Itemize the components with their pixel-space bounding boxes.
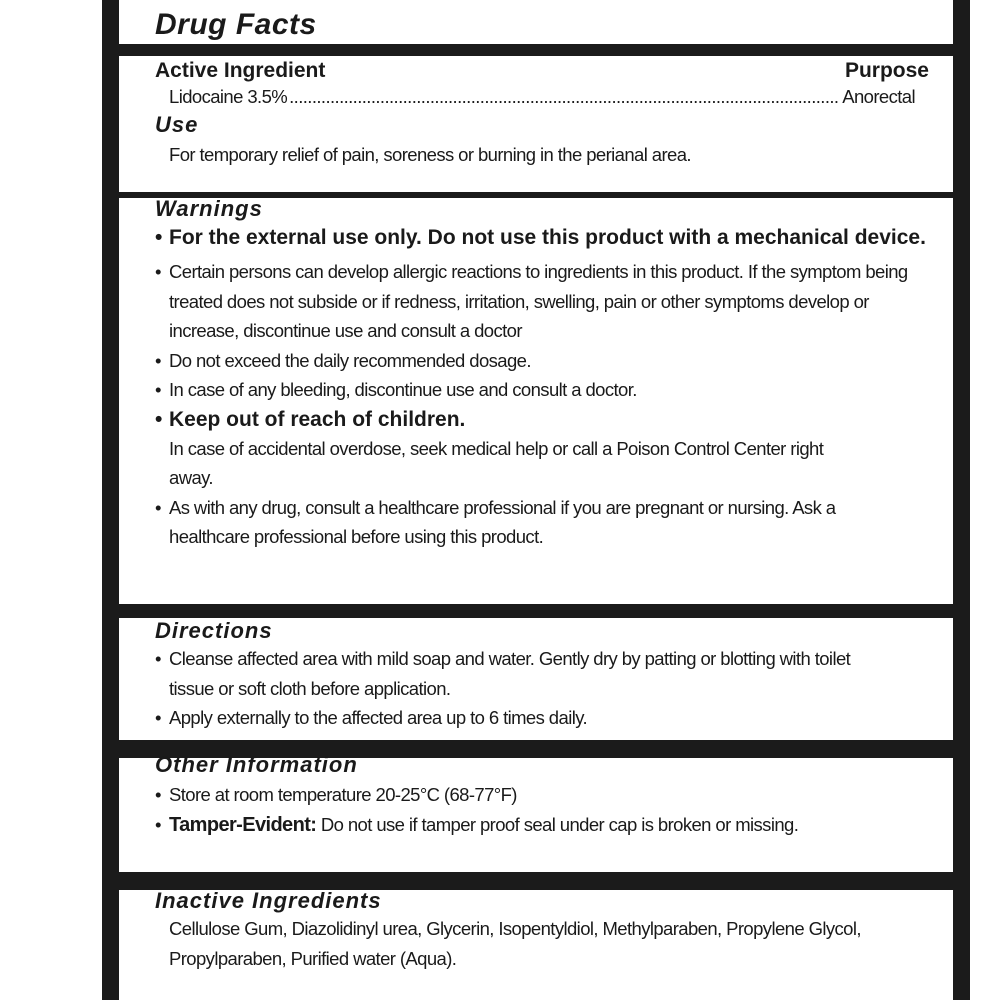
warning-item [155,257,939,346]
warning-item [155,375,939,405]
inactive-text: Cellulose Gum, Diazolidinyl urea, Glycerin, Isopentyldiol, Methylparaben, Propylene Glycol, Propylparaben, Purified water (Aqua). [169,918,861,969]
warning-allergy-text: Certain persons can develop allergic reactions to ingredients in this product. If the symptom being treated does not subside or if redness, irritation, swelling, pain or other symptoms develop or increase, discontinue use and consult a doctor [169,261,908,341]
leader-dots [289,84,840,110]
inactive-panel [119,890,953,1000]
purpose-heading: Purpose [844,59,929,82]
direction-cleanse-text: Cleanse affected area with mild soap and water. Gently dry by patting or blotting with toilet tissue or soft cloth before application. [169,648,851,699]
active-ingredient-heading: Active Ingredient [155,59,326,82]
storage-item [155,780,939,810]
directions-heading: Directions [155,618,273,643]
active-use-panel [119,56,953,192]
other-info-panel [119,752,953,872]
use-text: For temporary relief of pain, soreness or burning in the perianal area. [169,144,691,165]
title-panel [119,0,953,44]
keep-out-text: Keep out of reach of children. [169,407,466,431]
warning-item [155,346,939,376]
other-info-heading: Other Information [155,752,358,777]
direction-item [155,703,939,733]
warning-pregnant-text: As with any drug, consult a healthcare professional if you are pregnant or nursing. Ask a healthcare professional before using this product. [169,496,836,547]
warning-external-use [155,223,939,252]
storage-text: Store at room temperature 20-25°C (68-77°F) [169,784,517,805]
active-ingredient-name: Lidocaine 3.5% [169,86,288,107]
warnings-heading: Warnings [155,196,263,221]
overdose-text: In case of accidental overdose, seek medical help or call a Poison Control Center right away. [169,437,824,488]
warning-bleeding-text: In case of any bleeding, discontinue use and consult a doctor. [169,379,637,400]
warning-keep-out [155,405,939,434]
tamper-label: Tamper-Evident: [169,813,317,836]
tamper-item [155,810,939,840]
tamper-text: Do not use if tamper proof seal under cap is broken or missing. [320,813,799,835]
inactive-heading: Inactive Ingredients [155,888,382,913]
page-title: Drug Facts [155,8,317,41]
directions-panel [119,618,953,740]
active-header-row [155,58,939,84]
warnings-panel [119,198,953,604]
warning-item [155,493,939,552]
direction-apply-text: Apply externally to the affected area up to 6 times daily. [169,707,588,728]
active-ingredient-purpose: Anorectal [842,86,915,107]
use-heading: Use [155,112,199,137]
warning-external-text: For the external use only. Do not use this product with a mechanical device. [169,226,926,249]
drug-facts-label [102,0,970,1000]
active-ingredient-row [155,84,939,110]
warning-dosage-text: Do not exceed the daily recommended dosage. [169,349,531,371]
direction-item [155,644,939,703]
